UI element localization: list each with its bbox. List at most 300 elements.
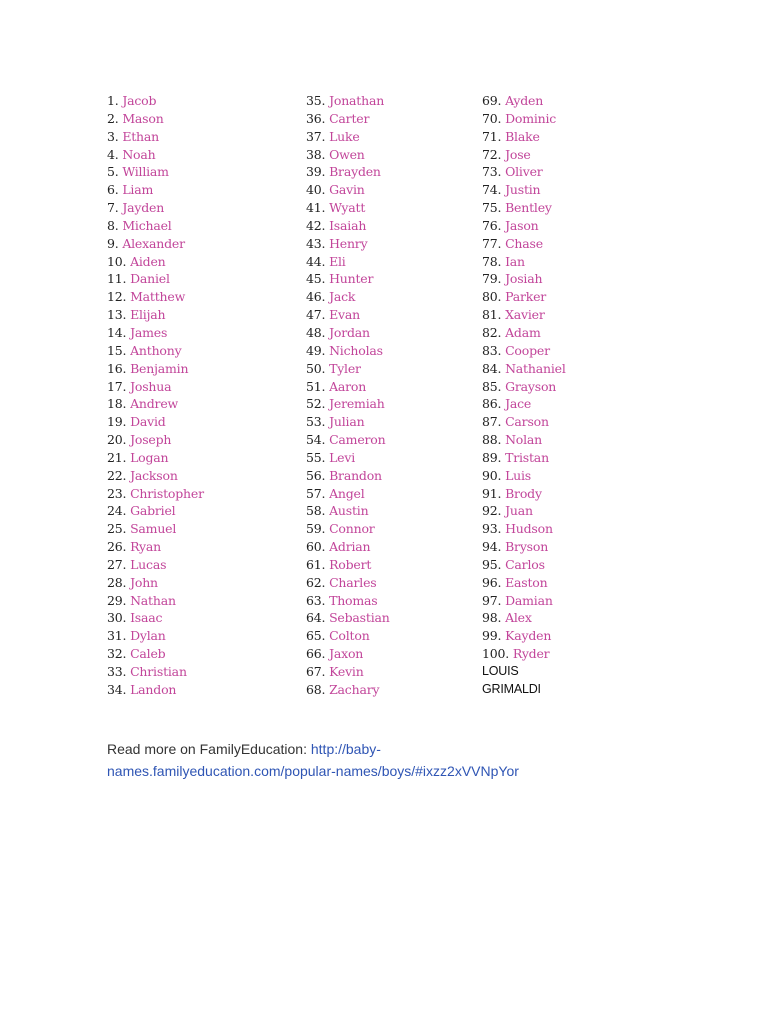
name-entry	[306, 163, 476, 181]
baby-name[interactable]: Jackson	[130, 467, 178, 483]
rank-number: 81.	[482, 307, 502, 323]
baby-name[interactable]: Christian	[130, 664, 187, 679]
name-entry	[306, 431, 476, 449]
rank-number: 45.	[306, 271, 326, 287]
rank-number: 58.	[306, 503, 326, 519]
name-entry	[306, 181, 476, 199]
rank-number: 35.	[306, 93, 326, 108]
name-entry	[482, 449, 652, 467]
name-entry	[482, 556, 652, 574]
name-entry	[107, 378, 297, 396]
read-more-footer	[107, 738, 667, 782]
name-entry	[306, 395, 476, 413]
baby-name[interactable]: Jonathan	[329, 93, 385, 108]
name-entry	[107, 431, 297, 449]
rank-number: 69.	[482, 93, 502, 108]
name-entry	[306, 128, 476, 146]
rank-number: 48.	[306, 324, 326, 340]
name-entry	[482, 609, 652, 627]
rank-number: 96.	[482, 574, 502, 590]
name-entry	[107, 146, 297, 164]
rank-number: 14.	[107, 324, 127, 340]
name-entry	[107, 556, 297, 574]
name-entry	[306, 288, 476, 306]
baby-name[interactable]: Adrian	[329, 539, 371, 555]
rank-number: 39.	[306, 164, 326, 180]
rank-number: 79.	[482, 271, 502, 287]
rank-number: 92.	[482, 503, 502, 519]
name-entry	[482, 574, 652, 592]
baby-name[interactable]: Jaxon	[329, 646, 364, 662]
name-entry	[306, 681, 476, 699]
baby-name[interactable]: Daniel	[130, 271, 170, 287]
name-entry	[306, 663, 476, 681]
rank-number: 74.	[482, 182, 502, 198]
name-entry	[306, 270, 476, 288]
rank-number: 57.	[306, 485, 326, 501]
baby-name[interactable]: Connor	[329, 521, 375, 537]
rank-number: 11.	[107, 271, 127, 287]
name-entry	[306, 556, 476, 574]
rank-number: 100.	[482, 646, 510, 662]
baby-name[interactable]: Jace	[505, 396, 532, 412]
baby-name[interactable]: Brody	[505, 485, 542, 501]
name-entry	[306, 627, 476, 645]
baby-name[interactable]: Blake	[505, 128, 540, 144]
rank-number: 17.	[107, 378, 127, 394]
read-more-prefix: Read more on FamilyEducation:	[107, 741, 311, 757]
name-entry	[107, 449, 297, 467]
name-entry	[482, 592, 652, 610]
name-entry	[107, 645, 297, 663]
rank-number: 93.	[482, 521, 502, 537]
rank-number: 98.	[482, 610, 502, 626]
baby-name[interactable]: Benjamin	[130, 360, 189, 376]
baby-name[interactable]: Christopher	[130, 485, 204, 501]
rank-number: 97.	[482, 592, 502, 608]
source-link-line2: names.familyeducation.com/popular-names/boys/#ixzz2xVVNpYor	[107, 763, 519, 779]
baby-name[interactable]: Dylan	[130, 628, 166, 644]
baby-name[interactable]: Damian	[505, 592, 553, 608]
name-entry	[107, 574, 297, 592]
rank-number: 34.	[107, 681, 127, 697]
name-entry	[306, 217, 476, 235]
name-entry	[482, 645, 652, 663]
name-column-3	[482, 92, 652, 699]
name-entry	[482, 485, 652, 503]
baby-name[interactable]: Ian	[505, 253, 525, 269]
name-entry	[107, 92, 297, 110]
baby-name[interactable]: Cameron	[329, 432, 386, 448]
name-entry	[482, 342, 652, 360]
rank-number: 49.	[306, 342, 326, 358]
rank-number: 16.	[107, 360, 127, 376]
baby-name[interactable]: Logan	[130, 449, 169, 465]
name-entry	[482, 146, 652, 164]
baby-name[interactable]: Austin	[329, 503, 369, 519]
baby-name[interactable]: Xavier	[505, 307, 545, 323]
rank-number: 89.	[482, 449, 502, 465]
rank-number: 71.	[482, 128, 502, 144]
rank-number: 50.	[306, 360, 326, 376]
name-entry	[107, 502, 297, 520]
name-entry	[107, 538, 297, 556]
name-entry	[306, 92, 476, 110]
name-entry	[107, 681, 297, 699]
rank-number: 36.	[306, 110, 326, 126]
name-entry	[306, 146, 476, 164]
baby-name[interactable]: Carlos	[505, 556, 545, 572]
baby-name[interactable]: Grayson	[505, 378, 557, 394]
source-link-line1: http://baby-	[310, 741, 381, 757]
rank-number: 7.	[107, 200, 119, 216]
rank-number: 75.	[482, 200, 502, 216]
name-entry	[107, 592, 297, 610]
name-column-2	[306, 92, 476, 699]
name-entry	[306, 502, 476, 520]
rank-number: 4.	[107, 146, 119, 162]
baby-name[interactable]: Ayden	[505, 93, 544, 108]
rank-number: 55.	[306, 449, 326, 465]
name-entry	[482, 253, 652, 271]
baby-name[interactable]: Jose	[505, 146, 531, 162]
rank-number: 63.	[306, 592, 326, 608]
baby-name[interactable]: Bryson	[505, 539, 549, 555]
rank-number: 94.	[482, 539, 502, 555]
baby-name[interactable]: Sebastian	[329, 610, 390, 626]
name-entry	[107, 110, 297, 128]
name-entry	[482, 627, 652, 645]
name-entry	[306, 574, 476, 592]
baby-name[interactable]: Mason	[122, 110, 164, 126]
rank-number: 86.	[482, 396, 502, 412]
rank-number: 38.	[306, 146, 326, 162]
baby-name[interactable]: Tyler	[329, 360, 361, 376]
name-column-1	[107, 92, 297, 699]
baby-name[interactable]: Tristan	[505, 449, 549, 465]
name-entry	[482, 306, 652, 324]
name-entry	[306, 592, 476, 610]
baby-name[interactable]: Elijah	[130, 307, 166, 323]
rank-number: 83.	[482, 342, 502, 358]
rank-number: 65.	[306, 628, 326, 644]
baby-name[interactable]: Levi	[329, 449, 356, 465]
baby-name[interactable]: Zachary	[329, 681, 380, 697]
rank-number: 53.	[306, 414, 326, 430]
rank-number: 40.	[306, 182, 326, 198]
rank-number: 54.	[306, 432, 326, 448]
rank-number: 61.	[306, 556, 326, 572]
name-entry	[306, 253, 476, 271]
baby-name[interactable]: James	[130, 324, 168, 340]
baby-name[interactable]: Luis	[505, 467, 532, 483]
name-entry	[482, 395, 652, 413]
name-entry	[107, 270, 297, 288]
rank-number: 26.	[107, 539, 127, 555]
baby-name[interactable]: Matthew	[130, 289, 186, 305]
rank-number: 23.	[107, 485, 127, 501]
baby-name[interactable]: Aiden	[130, 253, 166, 269]
rank-number: 18.	[107, 396, 127, 412]
rank-number: 22.	[107, 467, 127, 483]
name-entry	[306, 485, 476, 503]
rank-number: 2.	[107, 110, 119, 126]
baby-name[interactable]: Luke	[329, 128, 360, 144]
baby-name[interactable]: Ryder	[512, 646, 550, 662]
baby-name[interactable]: Easton	[505, 574, 548, 590]
name-entry	[107, 520, 297, 538]
baby-name[interactable]: Jack	[329, 289, 356, 305]
rank-number: 42.	[306, 217, 326, 233]
baby-name[interactable]: Jayden	[122, 200, 165, 216]
baby-name[interactable]: Brayden	[329, 164, 381, 180]
rank-number: 90.	[482, 467, 502, 483]
name-entry	[107, 485, 297, 503]
rank-number: 33.	[107, 664, 127, 679]
baby-name[interactable]: Nathan	[130, 592, 176, 608]
name-entry	[107, 627, 297, 645]
name-entry	[107, 235, 297, 253]
baby-name[interactable]: Samuel	[130, 521, 177, 537]
name-entry	[482, 270, 652, 288]
baby-name[interactable]: Carter	[329, 110, 370, 126]
rank-number: 25.	[107, 521, 127, 537]
baby-name[interactable]: Hudson	[505, 521, 553, 537]
name-entry	[306, 538, 476, 556]
rank-number: 62.	[306, 574, 326, 590]
rank-number: 28.	[107, 574, 127, 590]
baby-name[interactable]: Oliver	[505, 164, 543, 180]
rank-number: 41.	[306, 200, 326, 216]
name-entry	[482, 128, 652, 146]
name-entry	[482, 163, 652, 181]
name-entry	[482, 360, 652, 378]
baby-name[interactable]: Nathaniel	[505, 360, 566, 376]
baby-name[interactable]: Justin	[505, 182, 541, 198]
rank-number: 1.	[107, 93, 119, 108]
name-entry	[107, 342, 297, 360]
baby-name[interactable]: Wyatt	[329, 200, 366, 216]
name-entry	[107, 128, 297, 146]
rank-number: 47.	[306, 307, 326, 323]
name-entry	[107, 288, 297, 306]
name-entry	[482, 538, 652, 556]
baby-name[interactable]: Owen	[329, 146, 365, 162]
name-entry	[306, 609, 476, 627]
rank-number: 6.	[107, 182, 119, 198]
baby-name[interactable]: Evan	[329, 307, 360, 323]
baby-name[interactable]: Joshua	[130, 378, 172, 394]
rank-number: 29.	[107, 592, 127, 608]
rank-number: 32.	[107, 646, 127, 662]
rank-number: 43.	[306, 235, 326, 251]
baby-name[interactable]: Aaron	[329, 378, 367, 394]
baby-name[interactable]: Nolan	[505, 432, 543, 448]
baby-name[interactable]: Alexander	[122, 235, 185, 251]
baby-name[interactable]: Angel	[329, 485, 365, 501]
rank-number: 37.	[306, 128, 326, 144]
rank-number: 8.	[107, 217, 119, 233]
baby-name[interactable]: Julian	[329, 414, 365, 430]
rank-number: 70.	[482, 110, 502, 126]
baby-name[interactable]: Eli	[329, 253, 346, 269]
baby-name[interactable]: Michael	[122, 217, 172, 233]
extra-name-line: GRIMALDI	[482, 681, 541, 696]
baby-name[interactable]: Charles	[329, 574, 377, 590]
rank-number: 91.	[482, 485, 502, 501]
baby-name[interactable]: Ryan	[130, 539, 162, 555]
name-entry	[482, 217, 652, 235]
name-entry	[107, 163, 297, 181]
rank-number: 24.	[107, 503, 127, 519]
rank-number: 84.	[482, 360, 502, 376]
baby-name[interactable]: Alex	[505, 610, 532, 626]
rank-number: 67.	[306, 664, 326, 679]
name-entry	[306, 645, 476, 663]
baby-name[interactable]: Gabriel	[130, 503, 176, 519]
rank-number: 20.	[107, 432, 127, 448]
baby-name[interactable]: Jason	[505, 217, 539, 233]
baby-name[interactable]: John	[130, 574, 158, 590]
name-entry	[306, 449, 476, 467]
baby-name[interactable]: Dominic	[505, 110, 557, 126]
baby-name[interactable]: David	[130, 414, 166, 430]
baby-name[interactable]: Hunter	[329, 271, 374, 287]
name-entry	[107, 217, 297, 235]
baby-name[interactable]: Henry	[329, 235, 368, 251]
baby-name[interactable]: Caleb	[130, 646, 166, 662]
name-entry	[482, 324, 652, 342]
name-entry	[306, 235, 476, 253]
name-entry	[482, 235, 652, 253]
baby-name[interactable]: Liam	[122, 182, 154, 198]
rank-number: 9.	[107, 235, 119, 251]
baby-name[interactable]: Andrew	[130, 396, 179, 412]
name-entry	[482, 199, 652, 217]
baby-name[interactable]: Colton	[329, 628, 370, 644]
rank-number: 15.	[107, 342, 127, 358]
name-entry	[306, 413, 476, 431]
rank-number: 85.	[482, 378, 502, 394]
name-entry	[107, 324, 297, 342]
rank-number: 19.	[107, 414, 127, 430]
rank-number: 82.	[482, 324, 502, 340]
rank-number: 10.	[107, 253, 127, 269]
name-entry	[107, 360, 297, 378]
baby-name[interactable]: Lucas	[130, 556, 167, 572]
rank-number: 21.	[107, 449, 127, 465]
rank-number: 66.	[306, 646, 326, 662]
name-entry	[107, 181, 297, 199]
rank-number: 78.	[482, 253, 502, 269]
name-entry	[482, 181, 652, 199]
name-entry	[306, 467, 476, 485]
name-entry	[306, 342, 476, 360]
name-entry	[482, 110, 652, 128]
rank-number: 64.	[306, 610, 326, 626]
baby-name[interactable]: Chase	[505, 235, 543, 251]
baby-name[interactable]: Ethan	[122, 128, 160, 144]
name-entry	[107, 306, 297, 324]
baby-name[interactable]: Bentley	[505, 200, 552, 216]
baby-name[interactable]: Isaac	[130, 610, 163, 626]
rank-number: 77.	[482, 235, 502, 251]
baby-name[interactable]: Anthony	[130, 342, 182, 358]
rank-number: 30.	[107, 610, 127, 626]
baby-name[interactable]: Parker	[505, 289, 547, 305]
name-entry	[107, 199, 297, 217]
rank-number: 52.	[306, 396, 326, 412]
rank-number: 88.	[482, 432, 502, 448]
rank-number: 56.	[306, 467, 326, 483]
baby-name[interactable]: Isaiah	[329, 217, 367, 233]
rank-number: 3.	[107, 128, 119, 144]
baby-name[interactable]: Joseph	[130, 432, 172, 448]
baby-name[interactable]: Jacob	[122, 93, 157, 108]
rank-number: 27.	[107, 556, 127, 572]
rank-number: 13.	[107, 307, 127, 323]
name-entry	[107, 253, 297, 271]
name-entry	[306, 360, 476, 378]
rank-number: 95.	[482, 556, 502, 572]
baby-name[interactable]: Kayden	[505, 628, 552, 644]
baby-name[interactable]: Adam	[505, 324, 541, 340]
baby-name[interactable]: Jeremiah	[329, 396, 385, 412]
baby-name[interactable]: Carson	[505, 414, 549, 430]
name-entry	[306, 110, 476, 128]
rank-number: 68.	[306, 681, 326, 697]
baby-name[interactable]: Brandon	[329, 467, 382, 483]
rank-number: 80.	[482, 289, 502, 305]
name-entry	[482, 502, 652, 520]
baby-name[interactable]: Gavin	[329, 182, 365, 198]
name-entry	[482, 467, 652, 485]
extra-name-line: LOUIS	[482, 664, 519, 678]
rank-number: 44.	[306, 253, 326, 269]
name-entry	[482, 413, 652, 431]
rank-number: 99.	[482, 628, 502, 644]
baby-name[interactable]: Robert	[329, 556, 372, 572]
baby-name[interactable]: Josiah	[505, 271, 543, 287]
rank-number: 72.	[482, 146, 502, 162]
name-entry	[107, 413, 297, 431]
name-entry	[306, 199, 476, 217]
baby-name[interactable]: Juan	[505, 503, 533, 519]
name-entry	[482, 92, 652, 110]
name-entry	[107, 609, 297, 627]
name-entry	[306, 306, 476, 324]
baby-name[interactable]: Landon	[130, 681, 177, 697]
rank-number: 87.	[482, 414, 502, 430]
baby-name[interactable]: Nicholas	[329, 342, 383, 358]
baby-name[interactable]: Cooper	[505, 342, 550, 358]
rank-number: 51.	[306, 378, 326, 394]
rank-number: 5.	[107, 164, 119, 180]
baby-name[interactable]: William	[122, 164, 169, 180]
rank-number: 60.	[306, 539, 326, 555]
rank-number: 59.	[306, 521, 326, 537]
name-entry	[107, 467, 297, 485]
baby-name[interactable]: Thomas	[329, 592, 378, 608]
baby-name[interactable]: Kevin	[329, 664, 364, 679]
name-entry	[482, 520, 652, 538]
baby-name[interactable]: Jordan	[329, 324, 370, 340]
rank-number: 46.	[306, 289, 326, 305]
name-entry	[482, 431, 652, 449]
name-entry	[306, 520, 476, 538]
rank-number: 12.	[107, 289, 127, 305]
baby-name[interactable]: Noah	[122, 146, 156, 162]
